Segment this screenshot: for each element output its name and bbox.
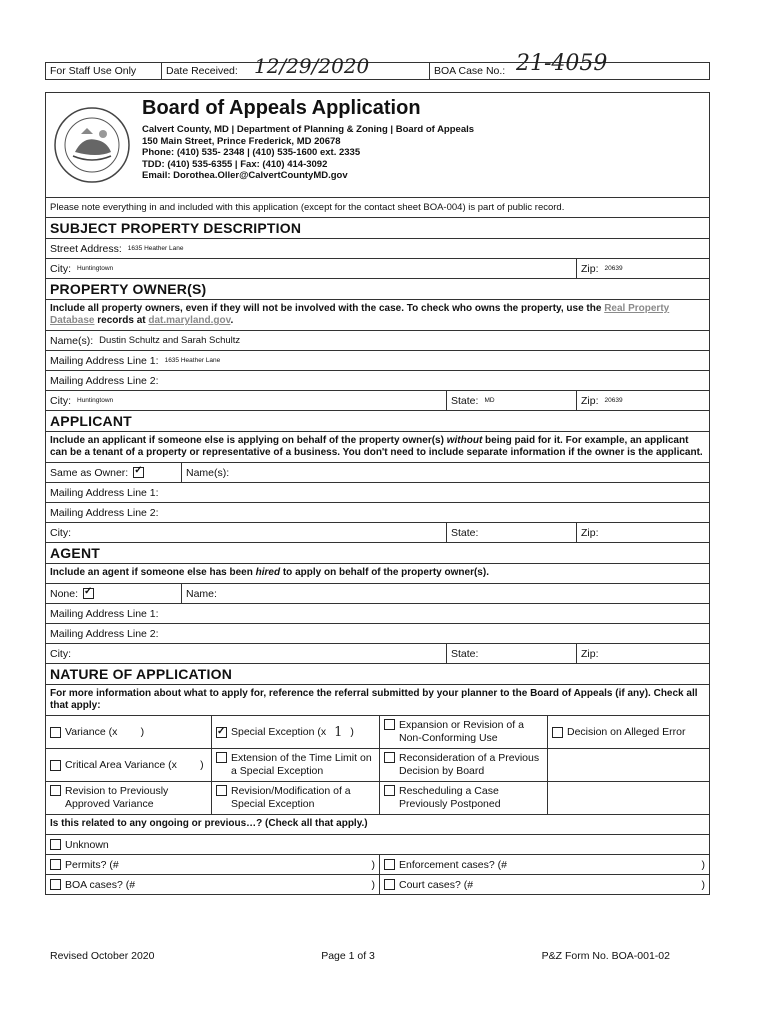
decision-checkbox[interactable] xyxy=(552,727,563,738)
agent-mail1-row[interactable] xyxy=(45,604,710,624)
unknown-row xyxy=(45,835,710,855)
court-cases-label: Court cases? (# xyxy=(399,878,474,891)
boa-cases-option[interactable] xyxy=(46,875,379,894)
owner-note-text: Include all property owners, even if they will not be involved with the case. To check who owns the property, use the xyxy=(50,303,605,314)
owner-zip-field[interactable] xyxy=(576,391,709,410)
revision-modification-checkbox[interactable] xyxy=(216,785,227,796)
empty-cell xyxy=(547,749,709,781)
owner-note xyxy=(46,300,709,330)
applicant-zip-field[interactable] xyxy=(576,523,709,542)
public-record-text: Please note everything in and included with this application (except for the contact sheet BOA-004) is part of public record. xyxy=(50,202,565,213)
agent-note-text: Include an agent if someone else has been xyxy=(50,567,256,578)
date-received-value: 12/29/2020 xyxy=(254,54,370,78)
boa-court-row xyxy=(45,875,710,895)
applicant-city-field[interactable] xyxy=(46,523,446,542)
rescheduling-label: Rescheduling a Case Previously Postponed xyxy=(399,785,501,810)
subject-zip-field[interactable] xyxy=(576,259,709,278)
subject-city-row xyxy=(45,259,710,279)
same-as-owner-label: Same as Owner: xyxy=(50,466,129,479)
agent-state-field[interactable] xyxy=(446,644,576,663)
owner-mail1-row[interactable] xyxy=(45,351,710,371)
owner-names-value: Dustin Schultz and Sarah Schultz xyxy=(99,335,241,346)
applicant-mail1-label: Mailing Address Line 1: xyxy=(50,486,159,499)
agent-zip-field[interactable] xyxy=(576,644,709,663)
reconsideration-label: Reconsideration of a Previous Decision by Board xyxy=(399,752,540,777)
agent-city-label: City: xyxy=(50,647,71,660)
critical-area-option[interactable] xyxy=(46,749,211,781)
agent-heading-row xyxy=(45,543,710,564)
owner-mail1-label: Mailing Address Line 1: xyxy=(50,354,159,367)
empty-cell xyxy=(547,782,709,814)
owner-mail2-row[interactable] xyxy=(45,371,710,391)
related-question: Is this related to any ongoing or previous…? (Check all that apply.) xyxy=(50,818,368,829)
owner-mail1-field[interactable] xyxy=(46,351,224,370)
header-text xyxy=(138,93,478,197)
applicant-heading-row xyxy=(45,411,710,432)
subject-city-value: Huntingtown xyxy=(77,265,114,272)
owner-note-row xyxy=(45,300,710,331)
owner-zip-label: Zip: xyxy=(581,394,599,407)
revision-previous-option[interactable] xyxy=(46,782,211,814)
owner-names-field[interactable] xyxy=(46,331,244,350)
owner-city-field[interactable] xyxy=(46,391,446,410)
header-department: Calvert County, MD | Department of Planning & Zoning | Board of Appeals xyxy=(142,124,475,135)
applicant-mail1-row[interactable] xyxy=(45,483,710,503)
applicant-names-label: Name(s): xyxy=(186,466,230,479)
agent-city-field[interactable] xyxy=(46,644,446,663)
expansion-label: Expansion or Revision of a Non-Conforming Use xyxy=(399,719,524,744)
unknown-option[interactable] xyxy=(46,835,113,854)
applicant-note-rest: being paid for it. For example, an applicant can be a tenant of a property or representative of a business. You don't need to include separate information if the owner is the applicant. xyxy=(50,435,703,458)
owner-heading: PROPERTY OWNER(S) xyxy=(50,281,207,297)
nature-heading: NATURE OF APPLICATION xyxy=(50,666,233,682)
revision-previous-checkbox[interactable] xyxy=(50,785,61,796)
applicant-note-text: Include an applicant if someone else is applying on behalf of the property owner(s) xyxy=(50,435,447,446)
agent-mail2-row[interactable] xyxy=(45,624,710,644)
date-received-field[interactable] xyxy=(161,54,429,79)
page-footer xyxy=(50,950,670,962)
form-number: P&Z Form No. BOA-001-02 xyxy=(541,950,670,962)
agent-note-row xyxy=(45,564,710,584)
street-address-value: 1635 Heather Lane xyxy=(127,245,184,252)
unknown-checkbox[interactable] xyxy=(50,839,61,850)
extension-label: Extension of the Time Limit on a Special Exception xyxy=(231,752,372,777)
staff-use-row xyxy=(45,51,710,80)
application-form xyxy=(45,51,710,895)
extension-option[interactable] xyxy=(211,749,379,781)
agent-mail2-label: Mailing Address Line 2: xyxy=(50,627,159,640)
agent-note-emphasis: hired xyxy=(255,567,281,578)
owner-city-label: City: xyxy=(50,394,71,407)
court-cases-option[interactable] xyxy=(379,875,709,894)
enforcement-label: Enforcement cases? (# xyxy=(399,858,507,871)
boa-case-label: BOA Case No.: xyxy=(434,65,506,77)
owner-note-mid: records at xyxy=(94,315,149,326)
unknown-label: Unknown xyxy=(65,838,109,851)
real-property-link[interactable]: Real Property Database xyxy=(50,303,670,326)
dat-maryland-link[interactable]: dat.maryland.gov xyxy=(148,315,231,326)
owner-names-label: Name(s): xyxy=(50,334,94,347)
agent-zip-label: Zip: xyxy=(581,647,599,660)
date-received-label: Date Received: xyxy=(166,65,238,77)
agent-note xyxy=(46,564,493,583)
permits-option[interactable] xyxy=(46,855,379,874)
subject-heading-row xyxy=(45,218,710,239)
county-seal xyxy=(46,93,138,197)
street-address-field[interactable] xyxy=(46,239,187,258)
subject-city-field[interactable] xyxy=(46,259,576,278)
applicant-same-row xyxy=(45,463,710,483)
nature-options-row-1 xyxy=(45,716,710,749)
revision-modification-label: Revision/Modification of a Special Exception xyxy=(231,785,351,810)
agent-none-label: None: xyxy=(50,587,79,600)
expansion-option[interactable] xyxy=(379,716,547,748)
same-as-owner-field[interactable] xyxy=(46,463,181,482)
permits-close: ) xyxy=(371,858,375,871)
special-exception-count: 1 xyxy=(334,724,343,740)
enforcement-checkbox[interactable] xyxy=(384,859,395,870)
owner-names-row[interactable] xyxy=(45,331,710,351)
agent-name-label: Name: xyxy=(186,587,217,600)
extension-checkbox[interactable] xyxy=(216,752,227,763)
agent-city-row xyxy=(45,644,710,664)
owner-zip-value: 20639 xyxy=(604,397,623,404)
related-question-row xyxy=(45,815,710,835)
decision-option[interactable] xyxy=(547,716,709,748)
subject-city-label: City: xyxy=(50,262,71,275)
applicant-note xyxy=(46,432,709,462)
nature-note-row xyxy=(45,685,710,716)
street-address-row[interactable] xyxy=(45,239,710,259)
boa-cases-checkbox[interactable] xyxy=(50,879,61,890)
special-exception-close: ) xyxy=(350,725,354,738)
staff-use-label: For Staff Use Only xyxy=(50,65,137,77)
critical-area-checkbox[interactable] xyxy=(50,760,61,771)
rescheduling-checkbox[interactable] xyxy=(384,785,395,796)
subject-zip-label: Zip: xyxy=(581,262,599,275)
variance-option[interactable] xyxy=(46,716,211,748)
page-number: Page 1 of 3 xyxy=(321,950,375,962)
rescheduling-option[interactable] xyxy=(379,782,547,814)
agent-none-row xyxy=(45,584,710,604)
enforcement-option[interactable] xyxy=(379,855,709,874)
applicant-zip-label: Zip: xyxy=(581,526,599,539)
court-cases-checkbox[interactable] xyxy=(384,879,395,890)
header-tdd-fax: TDD: (410) 535-6355 | Fax: (410) 414-3092 xyxy=(142,158,328,170)
expansion-checkbox[interactable] xyxy=(384,719,395,730)
same-as-owner-checkbox[interactable] xyxy=(133,467,144,478)
form-title: Board of Appeals Application xyxy=(142,97,421,119)
agent-none-field[interactable] xyxy=(46,584,181,603)
nature-options-row-3 xyxy=(45,782,710,815)
decision-label: Decision on Alleged Error xyxy=(567,725,686,738)
agent-mail1-label: Mailing Address Line 1: xyxy=(50,607,159,620)
special-exception-option[interactable] xyxy=(211,716,379,748)
subject-heading: SUBJECT PROPERTY DESCRIPTION xyxy=(50,220,302,236)
form-header xyxy=(45,92,710,198)
owner-heading-row xyxy=(45,279,710,300)
agent-state-label: State: xyxy=(451,647,479,660)
variance-label: Variance (x ) xyxy=(65,725,145,738)
subject-zip-value: 20639 xyxy=(604,265,623,272)
applicant-state-label: State: xyxy=(451,526,479,539)
nature-heading-row xyxy=(45,664,710,685)
permits-label: Permits? (# xyxy=(65,858,119,871)
revision-modification-option[interactable] xyxy=(211,782,379,814)
header-phone: Phone: (410) 535- 2348 | (410) 535-1600 ext. 2335 xyxy=(142,147,361,158)
special-exception-label: Special Exception (x xyxy=(231,725,327,738)
variance-checkbox[interactable] xyxy=(50,727,61,738)
boa-cases-label: BOA cases? (# xyxy=(65,878,136,891)
revised-date: Revised October 2020 xyxy=(50,950,155,962)
street-address-label: Street Address: xyxy=(50,242,122,255)
special-exception-checkbox[interactable] xyxy=(216,727,227,738)
agent-note-rest: to apply on behalf of the property owner(s). xyxy=(280,567,489,578)
owner-state-value: MD xyxy=(484,397,495,404)
boa-case-value: 21-4059 xyxy=(516,51,608,76)
owner-state-field[interactable] xyxy=(446,391,576,410)
applicant-city-row xyxy=(45,523,710,543)
reconsideration-option[interactable] xyxy=(379,749,547,781)
permits-enforcement-row xyxy=(45,855,710,875)
public-record-note xyxy=(45,198,710,218)
critical-area-label: Critical Area Variance (x ) xyxy=(65,758,204,771)
applicant-mail2-label: Mailing Address Line 2: xyxy=(50,506,159,519)
owner-mail2-label: Mailing Address Line 2: xyxy=(50,374,159,387)
boa-cases-close: ) xyxy=(371,878,375,891)
agent-heading: AGENT xyxy=(50,545,100,561)
enforcement-close: ) xyxy=(701,858,705,871)
agent-name-field[interactable] xyxy=(181,584,709,603)
court-cases-close: ) xyxy=(701,878,705,891)
applicant-mail2-row[interactable] xyxy=(45,503,710,523)
applicant-state-field[interactable] xyxy=(446,523,576,542)
nature-note: For more information about what to apply for, reference the referral submitted by your planner to the Board of Appeals (if any). Check all that apply: xyxy=(50,688,698,711)
header-email: Email: Dorothea.Oller@CalvertCountyMD.gov xyxy=(142,170,348,181)
applicant-note-emphasis: without xyxy=(446,435,483,446)
agent-none-checkbox[interactable] xyxy=(83,588,94,599)
nature-options-row-2 xyxy=(45,749,710,782)
applicant-heading: APPLICANT xyxy=(50,413,132,429)
owner-state-label: State: xyxy=(451,394,479,407)
boa-case-field[interactable] xyxy=(429,51,709,79)
owner-city-row xyxy=(45,391,710,411)
owner-note-end: . xyxy=(230,315,234,326)
reconsideration-checkbox[interactable] xyxy=(384,752,395,763)
owner-mail1-value: 1635 Heather Lane xyxy=(164,357,221,364)
applicant-note-row xyxy=(45,432,710,463)
permits-checkbox[interactable] xyxy=(50,859,61,870)
owner-city-value: Huntingtown xyxy=(77,397,114,404)
header-address: 150 Main Street, Prince Frederick, MD 20678 xyxy=(142,135,341,147)
applicant-city-label: City: xyxy=(50,526,71,539)
revision-previous-label: Revision to Previously Approved Variance xyxy=(65,785,169,810)
applicant-names-field[interactable] xyxy=(181,463,709,482)
